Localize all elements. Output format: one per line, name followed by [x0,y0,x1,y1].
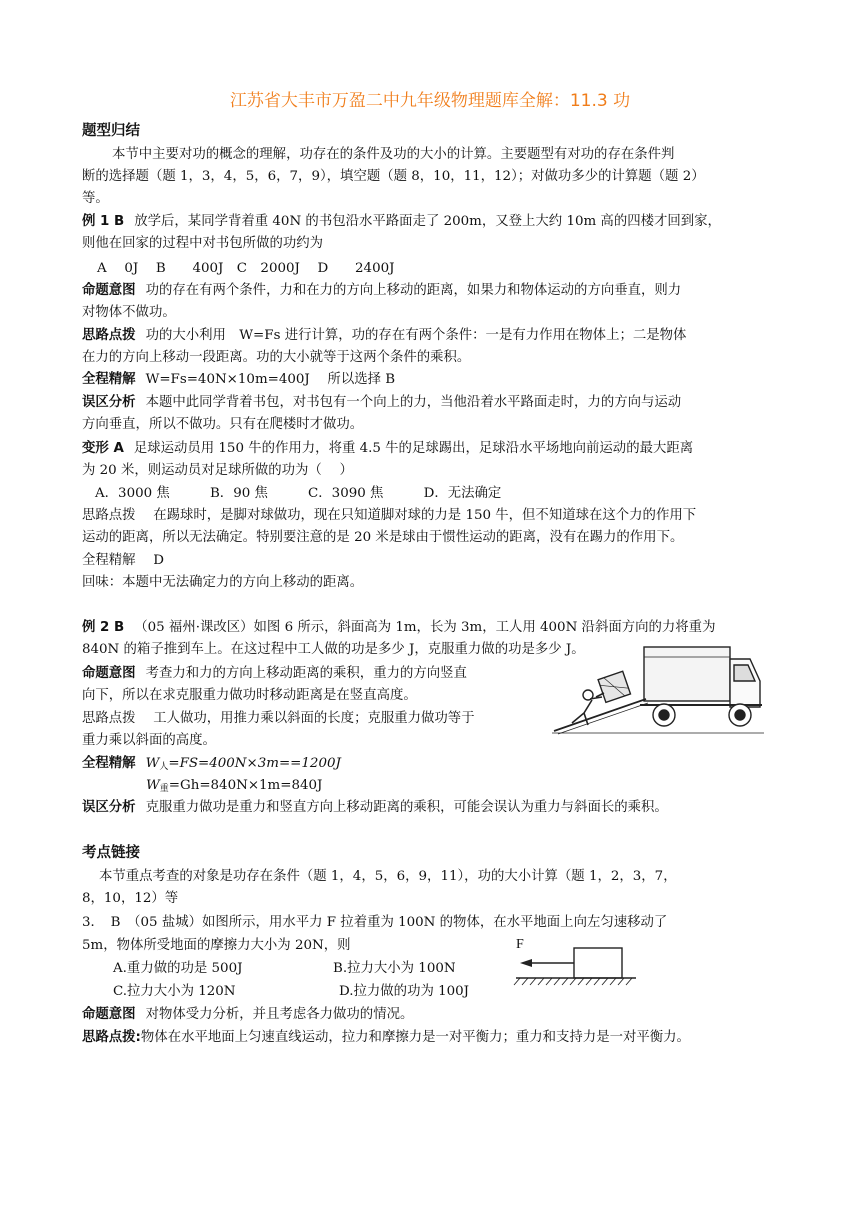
variant-label: 变形 A [82,441,124,456]
error-text: 本题中此同学背着书包，对书包有一个向上的力，当他沿着水平路面走时，力的方向与运动 [145,395,682,410]
variant-question-line-1 [82,438,693,460]
document-title: 江苏省大丰市万盈二中九年级物理题库全解：11.3 功 [229,91,631,111]
example-2-hint-line-2: 重力乘以斜面的高度。 [82,733,216,748]
question-3-line-2: 5m，物体所受地面的摩擦力大小为 20N，则 [82,938,351,953]
example-1-solve-line [82,369,395,391]
example-2-question-text: （05 福州·课改区）如图 6 所示，斜面高为 1m，长为 3m，工人用 400N 沿斜面方向的力将重为 [134,620,716,635]
work-subscript: 人 [159,762,169,772]
solve-label: 全程精解 [82,372,136,387]
hint-label: 思路点拨 [82,328,136,343]
variant-review: 回味：本题中无法确定力的方向上移动的距离。 [82,575,364,590]
example-1-options: A 0J B 400J C 2000J D 2400J [97,261,395,276]
question-3-intent-line [82,1004,413,1026]
variant-question-line-2: 为 20 米，则运动员对足球所做的功为（ ） [82,463,353,478]
work-formula: =Gh=840N×1m=840J [168,778,323,793]
example-1-question-line-1 [82,211,721,233]
intent-label: 命题意图 [82,666,136,681]
example-1-hint-line-1 [82,325,686,347]
intent-text: 功的存在有两个条件，力和在力的方向上移动的距离，如果力和物体运动的方向垂直，则力 [145,283,682,298]
intent-label: 命题意图 [82,1007,136,1022]
summary-line-3: 等。 [82,191,109,206]
example-2-label: 例 2 B [82,620,125,635]
variant-solve: 全程精解 D [82,553,164,568]
solve-text: W=Fs=40N×10m=400J 所以选择 B [145,372,396,387]
section-heading-key-points: 考点链接 [82,845,140,861]
intent-text: 考查力和力的方向上移动距离的乘积，重力的方向竖直 [145,666,467,681]
solve-label: 全程精解 [82,756,136,771]
example-1-hint-line-2: 在力的方向上移动一段距离。功的大小就等于这两个条件的乘积。 [82,350,471,365]
error-text: 克服重力做功是重力和竖直方向上移动距离的乘积，可能会误认为重力与斜面长的乘积。 [145,800,668,815]
example-1-error-line-2: 方向垂直，所以不做功。只有在爬楼时才做功。 [82,417,364,432]
work-symbol: W [146,778,160,793]
example-1-question-line-2: 则他在回家的过程中对书包所做的功约为 [82,236,324,251]
example-1-intent-line-1 [82,280,681,302]
question-3-line-1: 3． B （05 盐城）如图所示，用水平力 F 拉着重为 100N 的物体，在水平地面上向左匀速移动了 [82,915,668,930]
example-1-error-line-1 [82,392,681,414]
example-1-intent-line-2: 对物体不做功。 [82,305,176,320]
example-2-error-line [82,797,668,819]
summary-line-2: 断的选择题（题 1，3，4，5，6，7，9），填空题（题 8，10，11，12）；对做功多少的计算题（题 2） [82,169,705,184]
question-3-option-b: B.拉力大小为 100N [333,961,456,976]
key-points-line-1: 本节重点考查的对象是功存在条件（题 1，4，5，6，9，11），功的大小计算（题 1，2，3，7， [99,869,677,884]
variant-hint-line-2: 运动的距离，所以无法确定。特别要注意的是 20 米是球由于惯性运动的距离，没有在踢力的作用下。 [82,530,684,545]
intent-label: 命题意图 [82,283,136,298]
example-1-question-text: 放学后，某同学背着重 40N 的书包沿水平路面走了 200m，又登上大约 10m 高的四楼才回到家， [134,214,721,229]
question-3-hint-line [82,1027,690,1049]
work-formula: =FS=400N×3m==1200J [168,756,341,771]
example-2-hint-line-1: 思路点拨 工人做功，用推力乘以斜面的长度；克服重力做功等于 [82,711,475,726]
variant-hint-line-1: 思路点拨 在踢球时，是脚对球做功，现在只知道脚对球的力是 150 牛，但不知道球在这个力的作用下 [82,508,697,523]
hint-text: 功的大小利用 W=Fs 进行计算，功的存在有两个条件：一是有力作用在物体上；二是物体 [145,328,687,343]
section-heading-summary: 题型归结 [82,123,140,139]
summary-line-1: 本节中主要对功的概念的理解，功存在的条件及功的大小的计算。主要题型有对功的存在条件判 [112,147,675,162]
work-symbol: W [145,756,160,771]
example-2-intent-line-2: 向下，所以在求克服重力做功时移动距离是在竖直高度。 [82,688,417,703]
work-subscript: 重 [159,784,169,794]
variant-question-text: 足球运动员用 150 牛的作用力，将重 4.5 牛的足球踢出，足球沿水平场地向前运动的最大距离 [133,441,694,456]
example-1-label: 例 1 B [82,214,125,229]
intent-text: 对物体受力分析，并且考虑各力做功的情况。 [145,1007,414,1022]
question-3-option-c: C.拉力大小为 120N [113,984,236,999]
error-label: 误区分析 [82,800,136,815]
error-label: 误区分析 [82,395,136,410]
key-points-line-2: 8，10，12）等 [82,891,179,906]
force-label: F [516,937,524,952]
example-2-question-line-2: 840N 的箱子推到车上。在这过程中工人做的功是多少 J，克服重力做的功是多少 J。 [82,642,585,657]
question-3-option-d: D.拉力做的功为 100J [339,984,470,999]
hint-text: 物体在水平地面上匀速直线运动，拉力和摩擦力是一对平衡力；重力和支持力是一对平衡力。 [140,1030,690,1045]
question-3-option-a: A.重力做的功是 500J [113,961,243,976]
truck-ramp-figure [552,637,764,737]
example-2-question-line-1 [82,617,715,639]
hint-label: 思路点拨: [82,1030,141,1045]
variant-options: A．3000 焦 B．90 焦 C．3090 焦 D．无法确定 [95,486,502,501]
force-diagram-figure [512,932,642,988]
example-2-intent-line-1 [82,663,467,685]
